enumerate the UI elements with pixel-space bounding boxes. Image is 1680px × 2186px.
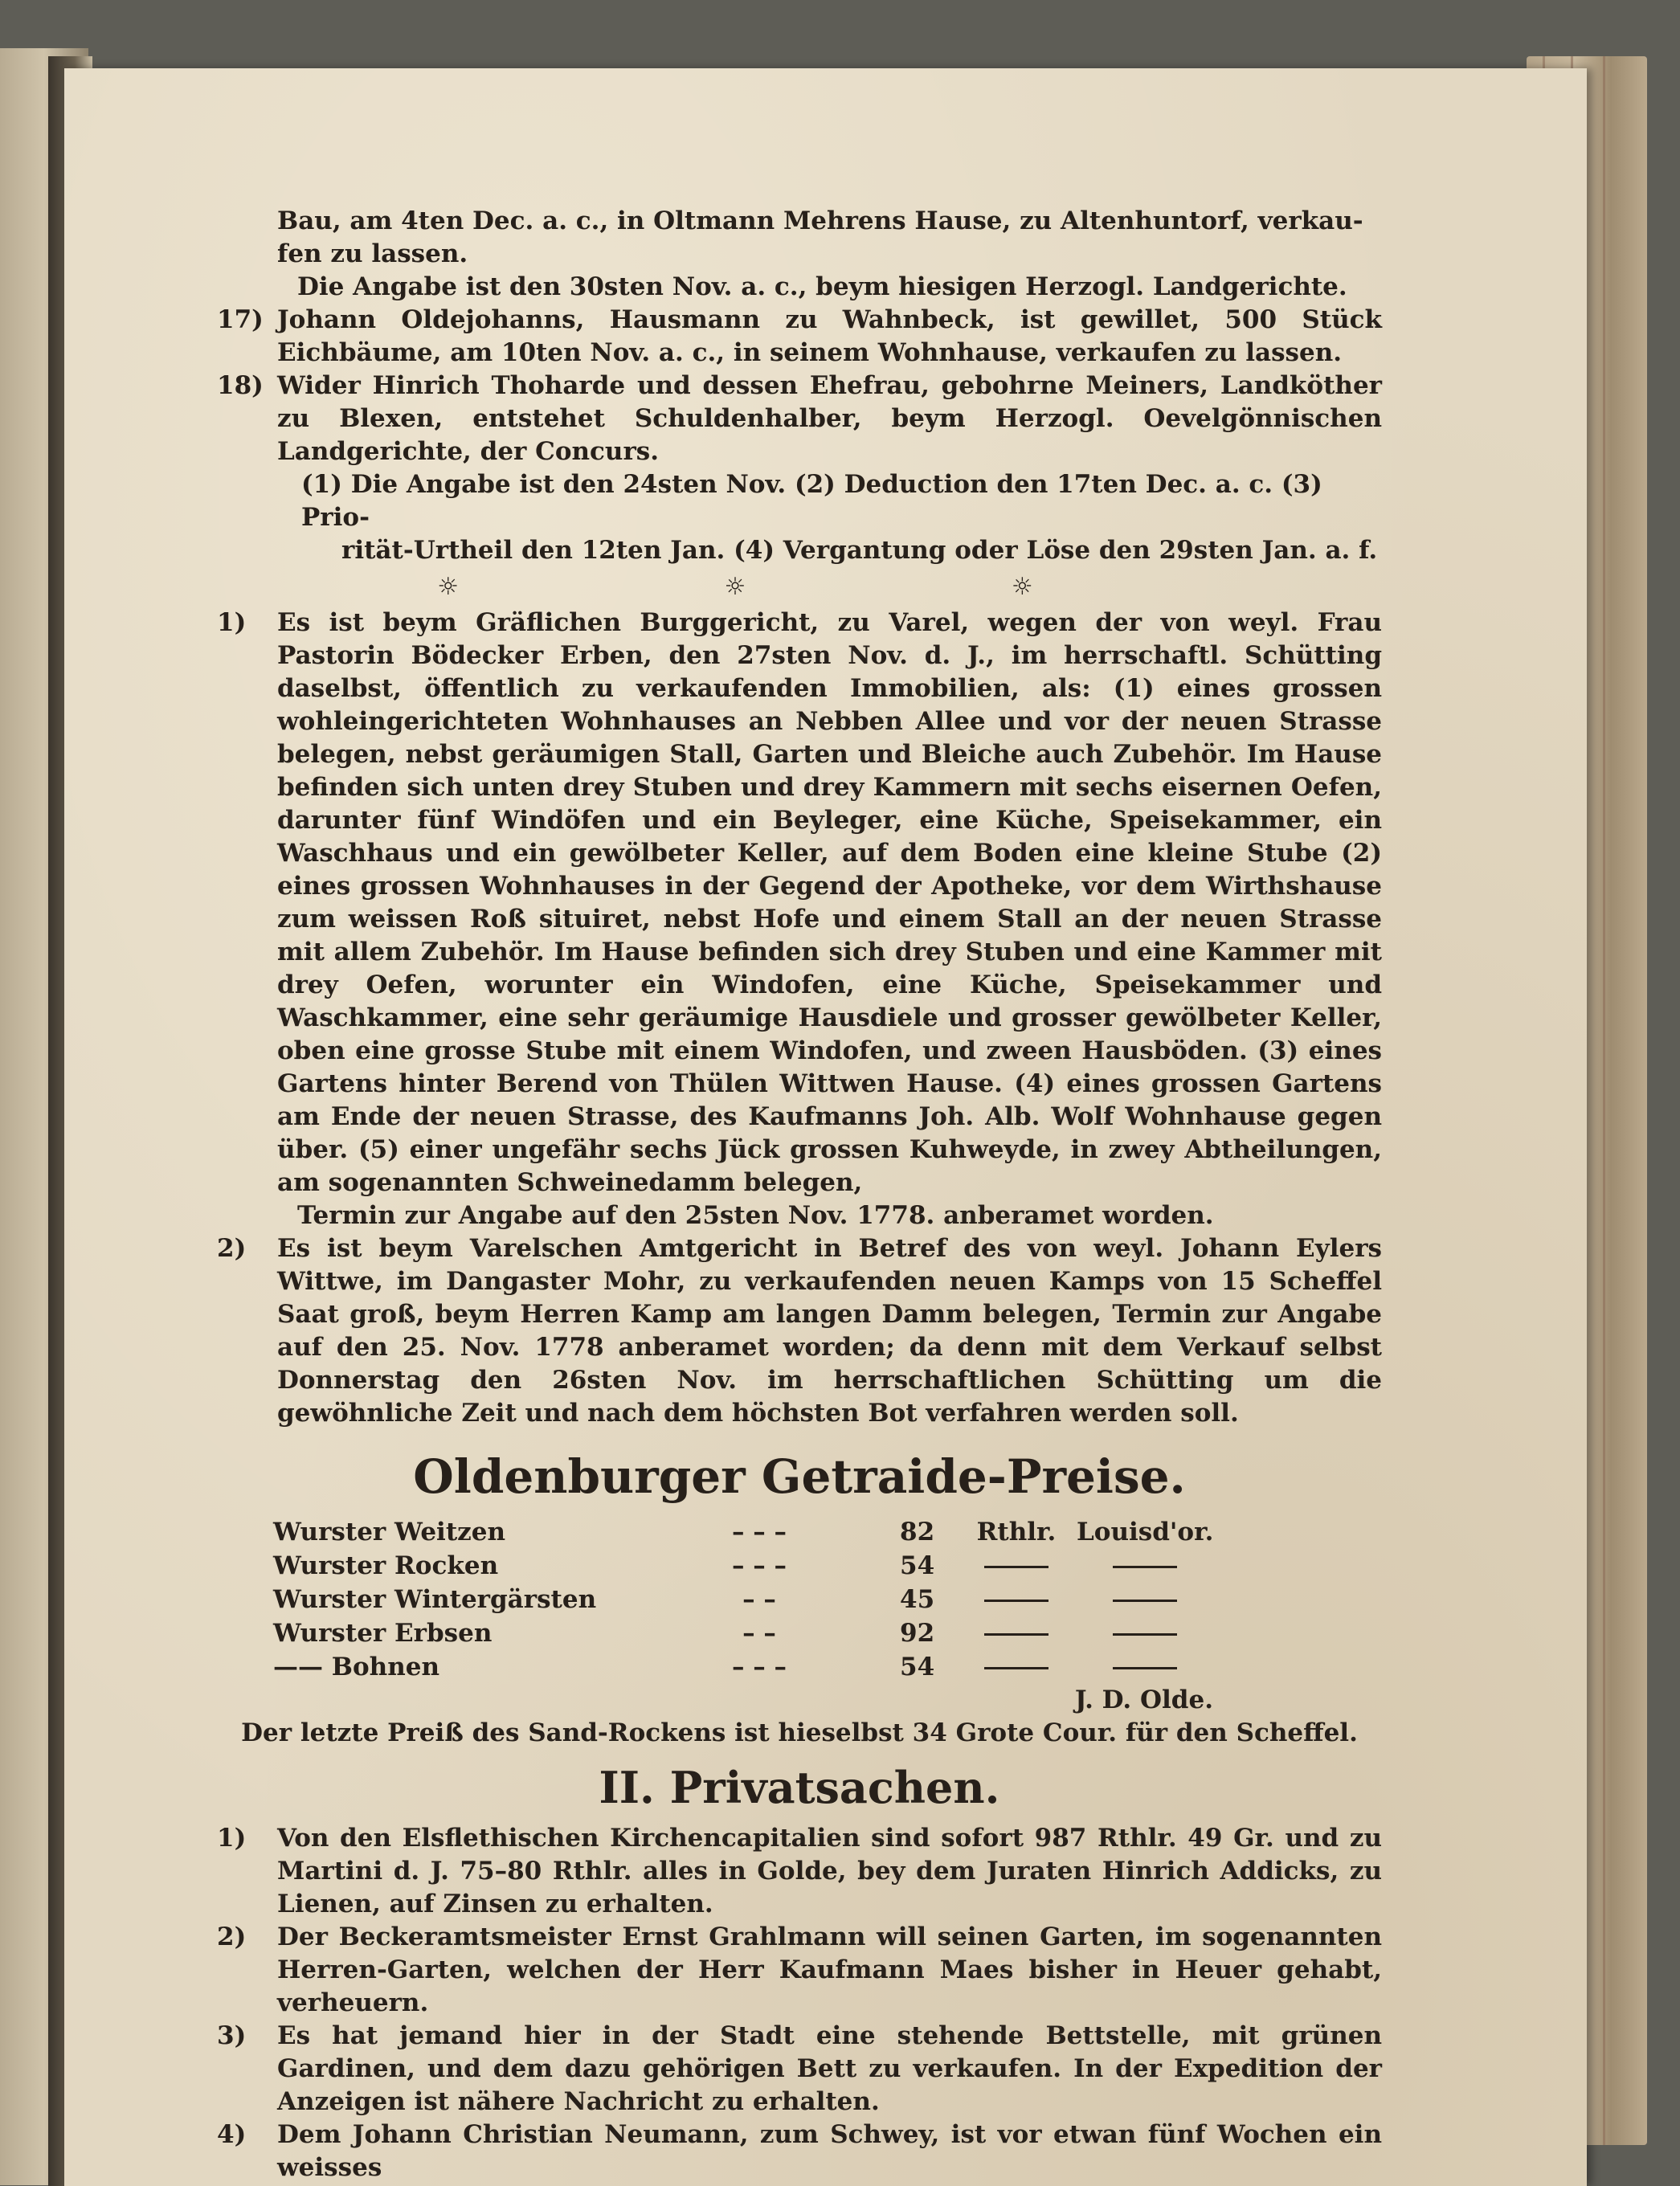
- grain-price-unit2: [1077, 1650, 1213, 1684]
- item-17: [217, 304, 1382, 370]
- ditto-rule: [984, 1566, 1048, 1568]
- grain-prices-heading: Oldenburger Getraide-Preise.: [413, 1449, 1186, 1504]
- grain-price-unit2: [1077, 1616, 1213, 1650]
- cont-line-3: Die Angabe ist den 30sten Nov. a. c., beym hiesigen Herzogl. Landgerichte.: [297, 272, 1347, 301]
- ditto-rule: [1113, 1633, 1177, 1636]
- sand-rocken-note: Der letzte Preiß des Sand-Rockens ist hieselbst 34 Grote Cour. für den Scheffel.: [241, 1718, 1358, 1747]
- grain-price-unit1: [956, 1616, 1077, 1650]
- grain-price-table: [273, 1515, 1213, 1684]
- private-items-list: [217, 1822, 1382, 2184]
- private-item: [217, 2119, 1382, 2184]
- grain-price-value: 92: [900, 1619, 935, 1648]
- item-text: Der Beckeramtsmeister Ernst Grahlmann will seinen Garten, im sogenannten Herren-Garten, welchen der Herr Kaufmann Maes bisher in Heuer gehabt, verheuern.: [277, 1922, 1382, 2017]
- grain-name: Wurster Wintergärsten: [273, 1585, 597, 1614]
- item-number: 2): [217, 1234, 247, 1263]
- ditto-rule: [1113, 1600, 1177, 1602]
- item-text: Johann Oldejohanns, Hausmann zu Wahnbeck, ist gewillet, 500 Stück Eichbäume, am 10ten Nov. a. c., in seinem Wohnhause, verkaufen zu lassen.: [277, 305, 1382, 367]
- ditto-rule: [1113, 1667, 1177, 1669]
- price-row: [273, 1515, 1213, 1549]
- grain-price-unit2: [1077, 1549, 1213, 1583]
- price-row: [273, 1616, 1213, 1650]
- grain-price-value: 54: [900, 1551, 935, 1580]
- item-text: Von den Elsflethischen Kirchencapitalien sind sofort 987 Rthlr. 49 Gr. und zu Martini d. J. 75–80 Rthlr. alles in Golde, bey dem Juraten Hinrich Addicks, zu Lienen, auf Zinsen zu erhalten.: [277, 1824, 1382, 1918]
- item-number: 18): [217, 371, 264, 400]
- item-text: Es ist beym Varelschen Amtgericht in Betref des von weyl. Johann Eylers Wittwe, im Dangaster Mohr, zu verkaufenden neuen Kamps von 15 Scheffel Saat groß, beym Herren Kamp am langen Damm belegen, Termin zur Angabe auf den 25. Nov. 1778 anberamet worden; da denn mit dem Verkauf selbst Donnerstag den 26sten Nov. im herrschaftlichen Schütting um die gewöhnliche Zeit und nach dem höchsten Bot verfahren werden soll.: [277, 1234, 1382, 1428]
- item-termin: Termin zur Angabe auf den 25sten Nov. 1778. anberamet worden.: [297, 1201, 1214, 1230]
- grain-price-value: 54: [900, 1653, 935, 1681]
- item-number: 2): [217, 1922, 247, 1951]
- grain-price-unit2: Louisd'or.: [1077, 1518, 1214, 1547]
- item-number: 3): [217, 2021, 247, 2050]
- private-item: [217, 2020, 1382, 2119]
- price-row: [273, 1583, 1213, 1616]
- cont-line-1: Bau, am 4ten Dec. a. c., in Oltmann Mehrens Hause, zu Altenhuntorf, verkau-: [277, 206, 1363, 235]
- ditto-rule: [984, 1600, 1048, 1602]
- document-page: [64, 68, 1587, 2186]
- grain-dashes: – –: [742, 1585, 776, 1614]
- item-18-dates-line2: rität-Urtheil den 12ten Jan. (4) Vergantung oder Löse den 29sten Jan. a. f.: [341, 536, 1378, 565]
- page-text: [217, 205, 1382, 2184]
- private-item: [217, 1822, 1382, 1921]
- grain-dashes: – – –: [731, 1551, 787, 1580]
- ditto-rule: [984, 1667, 1048, 1669]
- grain-name: Wurster Weitzen: [273, 1518, 506, 1547]
- grain-price-value: 82: [900, 1518, 935, 1547]
- grain-name: Wurster Erbsen: [273, 1619, 493, 1648]
- item-text: Wider Hinrich Thoharde und dessen Ehefrau, gebohrne Meiners, Landköther zu Blexen, entstehet Schuldenhalber, beym Herzogl. Oevelgönnischen Landgerichte, der Concurs.: [277, 371, 1382, 466]
- price-row: [273, 1549, 1213, 1583]
- grain-price-unit1: [956, 1650, 1077, 1684]
- item-text: Dem Johann Christian Neumann, zum Schwey, ist vor etwan fünf Wochen ein weisses: [277, 2120, 1382, 2182]
- item-number: 1): [217, 608, 247, 637]
- signature: J. D. Olde.: [1074, 1685, 1213, 1714]
- item-text: Es ist beym Gräflichen Burggericht, zu Varel, wegen der von weyl. Frau Pastorin Bödecker Erben, den 27sten Nov. d. J., im herrschaftl. Schütting daselbst, öffentlich zu verkaufenden Immobilien, als: (1) eines grossen wohleingerichteten Wohnhauses an Nebben Allee und vor der neuen Strasse belegen, nebst geräumigen Stall, Garten und Bleiche auch Zubehör. Im Hause befinden sich unten drey Stuben und drey Kammern mit sechs eisernen Oefen, darunter fünf Windöfen und ein Beyleger, eine Küche, Speisekammer, ein Waschhaus und ein gewölbeter Keller, auf dem Boden eine kleine Stube (2) eines grossen Wohnhauses in der Gegend der Apotheke, vor dem Wirthshause zum weissen Roß situiret, nebst Hofe und einem Stall an der neuen Strasse mit allem Zubehör. Im Hause befinden sich drey Stuben und eine Kammer mit drey Oefen, worunter ein Windofen, eine Küche, Speisekammer und Waschkammer, eine sehr geräumige Hausdiele und grosser gewölbeter Keller, oben eine grosse Stube mit einem Windofen, und zween Hausböden. (3) eines Gartens hinter Berend von Thülen Wittwen Hause. (4) eines grossen Gartens am Ende der neuen Strasse, des Kaufmanns Joh. Alb. Wolf Wohnhause gegen über. (5) einer ungefähr sechs Jück grossen Kuhweyde, in zwey Abtheilungen, am sogenannten Schweinedamm belegen,: [277, 608, 1382, 1197]
- grain-name: —— Bohnen: [273, 1653, 440, 1681]
- item-18: [217, 370, 1382, 567]
- grain-price-unit2: [1077, 1583, 1213, 1616]
- continuation-block: [217, 205, 1382, 304]
- price-row: [273, 1650, 1213, 1684]
- grain-price-unit1: [956, 1583, 1077, 1616]
- grain-dashes: – – –: [731, 1518, 787, 1547]
- item-text: Es hat jemand hier in der Stadt eine stehende Bettstelle, mit grünen Gardinen, und dem dazu gehörigen Bett zu verkaufen. In der Expedition der Anzeigen ist nähere Nachricht zu erhalten.: [277, 2021, 1382, 2116]
- private-matters-heading: II. Privatsachen.: [599, 1762, 1000, 1813]
- private-item: [217, 1921, 1382, 2020]
- grain-name: Wurster Rocken: [273, 1551, 499, 1580]
- ditto-rule: [1113, 1566, 1177, 1568]
- item-number: 1): [217, 1824, 247, 1853]
- grain-price-value: 45: [900, 1585, 935, 1614]
- item-number: 4): [217, 2120, 247, 2149]
- grain-dashes: – – –: [731, 1653, 787, 1681]
- section-divider-stars: ☼ ☼ ☼: [437, 573, 1162, 601]
- cont-line-2: fen zu lassen.: [277, 239, 468, 268]
- item-number: 17): [217, 305, 264, 334]
- item-18-dates-line1: (1) Die Angabe ist den 24sten Nov. (2) Deduction den 17ten Dec. a. c. (3) Prio-: [301, 470, 1322, 532]
- grain-price-unit1: [956, 1549, 1077, 1583]
- grain-price-unit1: Rthlr.: [976, 1518, 1057, 1547]
- varel-item-1: [217, 607, 1382, 1232]
- grain-dashes: – –: [742, 1619, 776, 1648]
- ditto-rule: [984, 1633, 1048, 1636]
- varel-item-2: [217, 1232, 1382, 1430]
